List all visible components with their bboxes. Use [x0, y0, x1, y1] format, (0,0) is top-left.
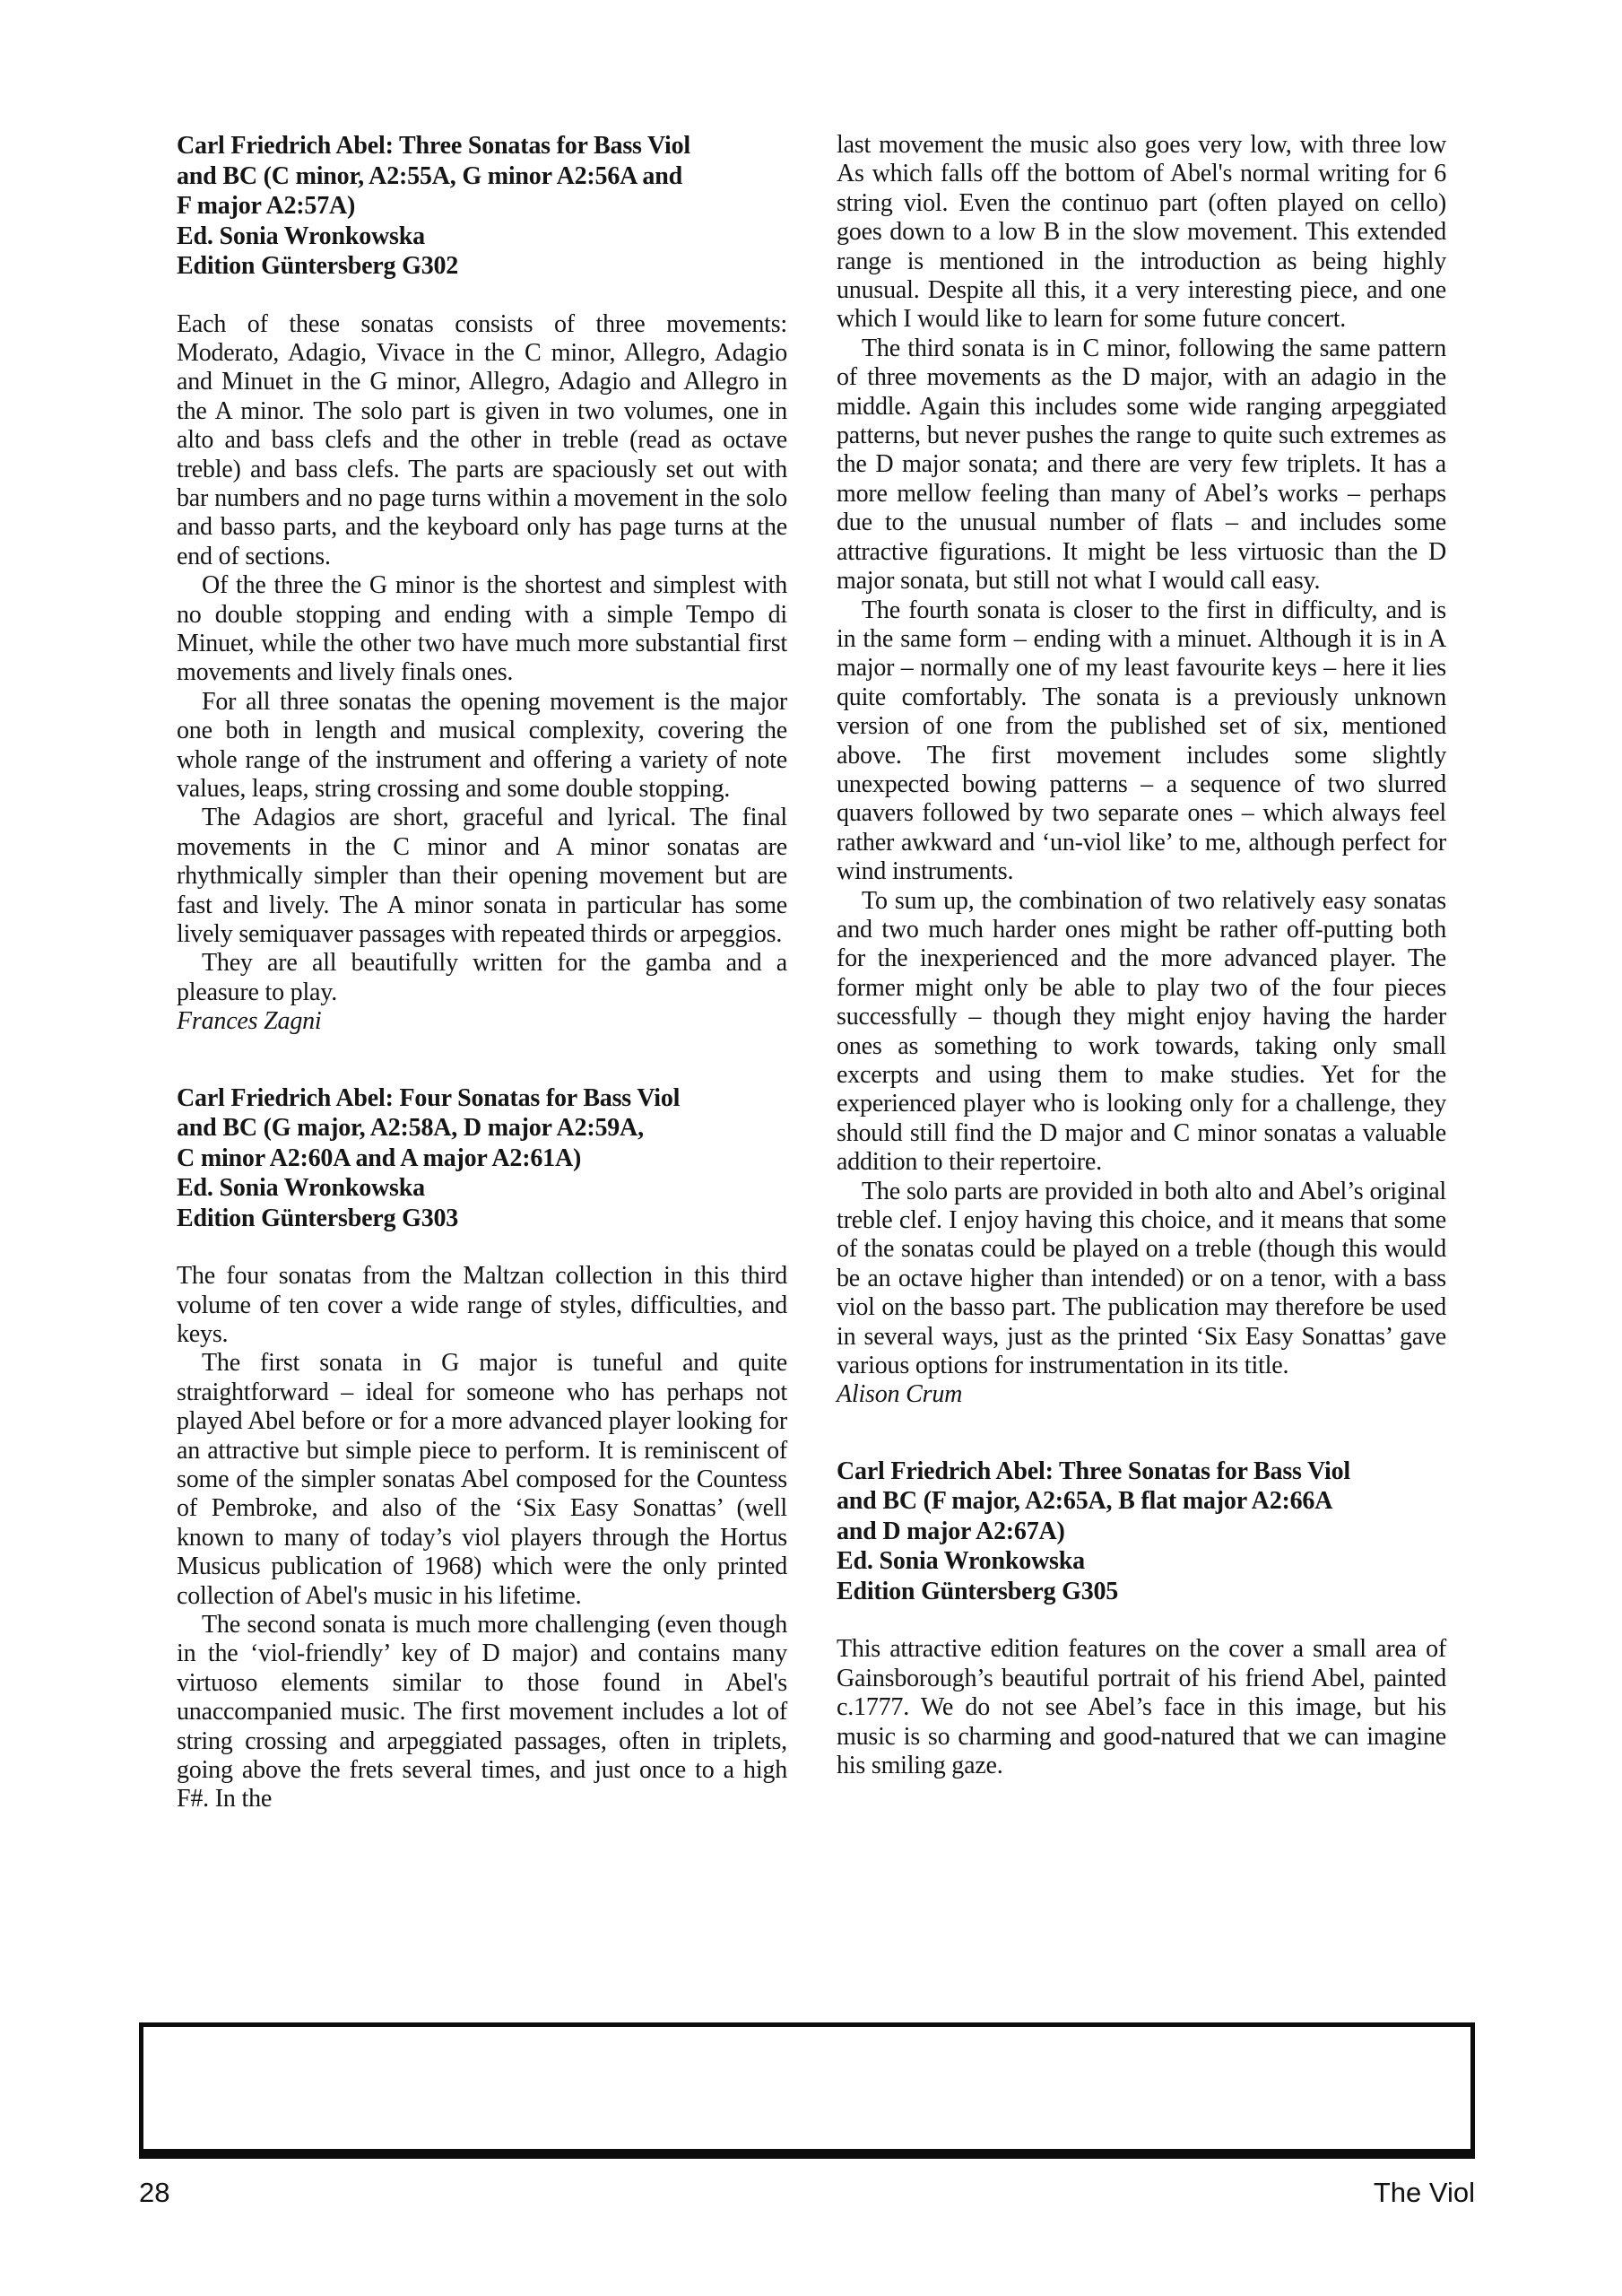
- review-2-paragraph: The four sonatas from the Maltzan collection in this third volume of ten cover a wide range of styles, difficulties, and keys.: [177, 1262, 787, 1348]
- review-1-paragraph: The Adagios are short, graceful and lyrical. The final movements in the C minor and A minor sonatas are rhythmically simpler than their opening movement but are fast and lively. The A minor sonata in particular has some lively semiquaver passages with repeated thirds or arpeggios.: [177, 804, 787, 949]
- reviewer-signature: Frances Zagni: [177, 1007, 322, 1036]
- review-1-edition-line: Edition Güntersberg G302: [177, 252, 459, 280]
- magazine-title: The Viol: [1373, 2177, 1475, 2208]
- reviewer-signature: Alison Crum: [837, 1380, 963, 1409]
- review-2-paragraph: The third sonata is in C minor, following the same pattern of three movements as the D major, with an adagio in the middle. Again this includes some wide ranging arpeggiated patterns, but never pushes the range to quite such extremes as the D major sonata; and there are very few triplets. It has a more mellow feeling than many of Abel’s works – perhaps due to the unusual number of flats – and includes some attractive figurations. It might be less virtuosic than the D major sonata, but still not what I would call easy.: [837, 334, 1446, 596]
- review-3-editor-line: Ed. Sonia Wronkowska: [837, 1547, 1085, 1576]
- review-2-paragraph: The fourth sonata is closer to the first in difficulty, and is in the same form – ending with a minuet. Although it is in A major – normally one of my least favourite keys – here it lies quite comfortably. The sonata is a previously unknown version of one from the published set of six, mentioned above. The first movement includes some slightly unexpected bowing patterns – a sequence of two slurred quavers followed by two separate ones – which always feel rather awkward and ‘un-viol like’ to me, although perfect for wind instruments.: [837, 596, 1446, 886]
- review-2-heading-line: C minor A2:60A and A major A2:61A): [177, 1144, 582, 1172]
- review-1-heading-line: and BC (C minor, A2:55A, G minor A2:56A and: [177, 161, 682, 190]
- review-2-paragraph: The solo parts are provided in both alto and Abel’s original treble clef. I enjoy having this choice, and it means that some of the sonatas could be played on a treble (though this would be an octave higher than intended) or on a tenor, with a bass viol on the basso part. The publication may therefore be used in several ways, just as the printed ‘Six Easy Sonattas’ gave various options for instrumentation in its title.: [837, 1177, 1446, 1380]
- page-footer: [139, 2177, 1475, 2209]
- review-1-paragraph: They are all beautifully written for the gamba and a pleasure to play.: [177, 949, 787, 1006]
- review-1-heading: [177, 131, 787, 282]
- review-1-editor-line: Ed. Sonia Wronkowska: [177, 222, 425, 250]
- review-2-paragraph-continued: last movement the music also goes very low, with three low As which falls off the bottom of Abel's normal writing for 6 string viol. Even the continuo part (often played on cello) goes down to a low B in the slow movement. This extended range is mentioned in the introduction as being highly unusual. Despite all this, it a very interesting piece, and one which I would like to learn for some future concert.: [837, 131, 1446, 334]
- review-1-paragraph: Of the three the G minor is the shortest and simplest with no double stopping and ending with a simple Tempo di Minuet, while the other two have much more substantial first movements and lively finals ones.: [177, 571, 787, 687]
- page-number: 28: [139, 2177, 170, 2208]
- review-3-heading-line: and D major A2:67A): [837, 1517, 1065, 1545]
- review-3-paragraph: This attractive edition features on the cover a small area of Gainsborough’s beautiful portrait of his friend Abel, painted c.1777. We do not see Abel’s face in this image, but his music is so charming and good-natured that we can imagine his smiling gaze.: [837, 1635, 1446, 1779]
- review-3-heading-line: Carl Friedrich Abel: Three Sonatas for Bass Viol: [837, 1457, 1350, 1485]
- review-3-heading: [837, 1457, 1446, 1607]
- review-1-paragraph: For all three sonatas the opening movement is the major one both in length and musical complexity, covering the whole range of the instrument and offering a variety of note values, leaps, string crossing and some double stopping.: [177, 687, 787, 803]
- review-2-heading: [177, 1083, 787, 1234]
- review-2-heading-line: and BC (G major, A2:58A, D major A2:59A,: [177, 1114, 644, 1143]
- review-1-heading-line: Carl Friedrich Abel: Three Sonatas for Bass Viol: [177, 132, 690, 160]
- review-2-editor-line: Ed. Sonia Wronkowska: [177, 1174, 425, 1203]
- review-2-paragraph: The second sonata is much more challenging (even though in the ‘viol-friendly’ key of D major) and contains many virtuoso elements similar to those found in Abel's unaccompanied music. The first movement includes a lot of string crossing and arpeggiated passages, often in triplets, going above the frets several times, and just once to a high F#. In the: [177, 1611, 787, 1813]
- right-column: [837, 131, 1446, 1780]
- review-2-edition-line: Edition Güntersberg G303: [177, 1204, 459, 1232]
- review-2-heading-line: Carl Friedrich Abel: Four Sonatas for Bass Viol: [177, 1083, 681, 1112]
- review-1-paragraph: Each of these sonatas consists of three movements: Moderato, Adagio, Vivace in the C minor, Allegro, Adagio and Minuet in the G minor, Allegro, Adagio and Allegro in the A minor. The solo part is given in two volumes, one in alto and bass clefs and the other in treble (read as octave treble) and bass clefs. The parts are spaciously set out with bar numbers and no page turns within a movement in the solo and basso parts, and the keyboard only has page turns at the end of sections.: [177, 309, 787, 570]
- review-3-edition-line: Edition Güntersberg G305: [837, 1577, 1119, 1605]
- review-2-paragraph: The first sonata in G major is tuneful and quite straightforward – ideal for someone who has perhaps not played Abel before or for a more advanced player looking for an attractive but simple piece to perform. It is reminiscent of some of the simpler sonatas Abel composed for the Countess of Pembroke, and also of the ‘Six Easy Sonattas’ (well known to many of today’s viol players through the Hortus Musicus publication of 1968) which were the only printed collection of Abel's music in his lifetime.: [177, 1349, 787, 1610]
- review-3-heading-line: and BC (F major, A2:65A, B flat major A2:66A: [837, 1487, 1333, 1516]
- left-column: [177, 131, 787, 1814]
- review-1-heading-line: F major A2:57A): [177, 192, 356, 220]
- review-2-paragraph: To sum up, the combination of two relatively easy sonatas and two much harder ones might be rather off-putting both for the inexperienced and the more advanced player. The former might only be able to play two of the four pieces successfully – though they might enjoy having the harder ones as something to work towards, taking only small excerpts and using them to make studies. Yet for the experienced player who is looking only for a challenge, they should still find the D major and C minor sonatas a valuable addition to their repertoire.: [837, 886, 1446, 1177]
- advert-placeholder-box: [139, 2022, 1475, 2159]
